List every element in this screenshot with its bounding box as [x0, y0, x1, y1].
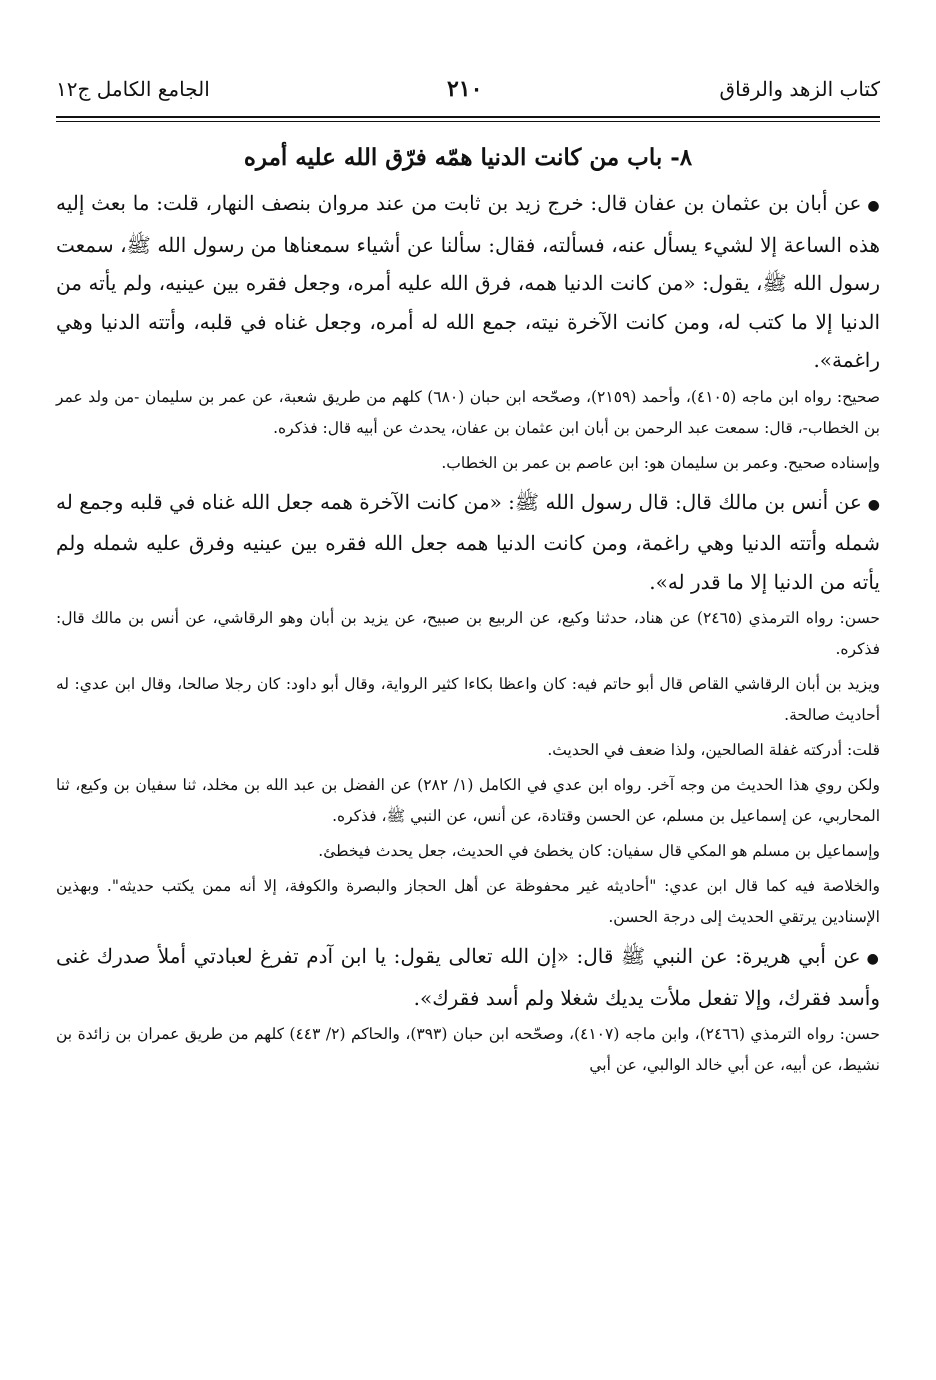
- takhrij-note: وإسماعيل بن مسلم هو المكي قال سفيان: كان يخطئ في الحديث، جعل يحدث فيخطئ.: [318, 842, 880, 860]
- page-number: ٢١٠: [446, 76, 483, 102]
- page-content: [56, 140, 880, 1081]
- takhrij-note: حسن: رواه الترمذي (٢٤٦٥) عن هناد، حدثنا وكيع، عن الربيع بن صبيح، عن يزيد بن أبان وهو الرقاشي، عن أنس بن مالك قال: فذكره.: [56, 609, 880, 658]
- takhrij-note: ويزيد بن أبان الرقاشي القاص قال أبو حاتم فيه: كان واعظا بكاءا كثير الرواية، وقال أبو داود: كان رجلا صالحا، وقال ابن عدي: له أحاديث صالحة.: [56, 675, 880, 724]
- book-section-title: كتاب الزهد والرقاق: [719, 77, 880, 101]
- bullet-icon: ●: [866, 951, 880, 967]
- takhrij-note: والخلاصة فيه كما قال ابن عدي: "أحاديثه غير محفوظة عن أهل الحجاز والبصرة والكوفة، إلا أنه ممن يكتب حديثه". وبهذين الإسنادين يرتقي الحديث إلى درجة الحسن.: [56, 877, 880, 926]
- page-header: [56, 72, 880, 106]
- takhrij-note: صحيح: رواه ابن ماجه (٤١٠٥)، وأحمد (٢١٥٩)، وصحّحه ابن حبان (٦٨٠) كلهم من طريق شعبة، عن عمر بن سليمان -من ولد عمر بن الخطاب-، قال: سمعت عبد الرحمن بن أبان ابن عثمان بن عفان، يحدث عن أبيه قال: فذكره.: [56, 387, 881, 437]
- bullet-icon: ●: [867, 198, 880, 214]
- bullet-icon: ●: [867, 496, 880, 513]
- header-rule-thick: [56, 116, 880, 118]
- hadith-text: [56, 483, 880, 602]
- hadith-text: [56, 937, 880, 1017]
- hadith-3-text: عن أبي هريرة: عن النبي ﷺ قال: «إن الله تعالى يقول: يا ابن آدم تفرغ لعبادتي أملأ صدرك غنى وأسد فقرك، وإلا تفعل ملأت يديك شغلا ولم أسد فقرك».: [56, 944, 880, 1010]
- takhrij-note: حسن: رواه الترمذي (٢٤٦٦)، وابن ماجه (٤١٠٧)، وصحّحه ابن حبان (٣٩٣)، والحاكم (٢/ ٤٤٣) كلهم من طريق عمران بن زائدة بن نشيط، عن أبيه، عن أبي خالد الوالبي، عن أبي: [56, 1025, 880, 1074]
- takhrij-note: ولكن روي هذا الحديث من وجه آخر. رواه ابن عدي في الكامل (١/ ٢٨٢) عن الفضل بن عبد الله بن مخلد، ثنا سفيان بن وكيع، ثنا المحاربي، عن إسماعيل بن مسلم، عن الحسن وقتادة، عن أنس، عن النبي ﷺ، فذكره.: [56, 776, 880, 825]
- header-rule-thin: [56, 121, 880, 122]
- chapter-title: ٨- باب من كانت الدنيا همّه فرّق الله عليه أمره: [243, 144, 693, 171]
- takhrij-note: قلت: أدركته غفلة الصالحين، ولذا ضعف في الحديث.: [547, 741, 880, 759]
- hadith-1-text: عن أبان بن عثمان بن عفان قال: خرج زيد بن ثابت من عند مروان بنصف النهار، قلت: ما بعث إليه هذه الساعة إلا لشيء يسأل عنه، فسألته، فقال: سألنا عن أشياء سمعناها من رسول الله ﷺ، سمعت رسول الله ﷺ، يقول: «من كانت الدنيا همه، فرق الله عليه أمره، وجعل فقره بين عينيه، ولم يأته من الدنيا إلا ما كتب له، ومن كانت الآخرة نيته، جمع الله له أمره، وجعل غناه في قلبه، وأتته الدنيا وهي راغمة».: [56, 191, 880, 372]
- volume-title: الجامع الكامل ج١٢: [56, 77, 210, 101]
- hadith-2-text: عن أنس بن مالك قال: قال رسول الله ﷺ: «من كانت الآخرة همه جعل الله غناه في قلبه وجمع له شمله وأتته الدنيا وهي راغمة، ومن كانت الدنيا همه جعل الله فقره بين عينيه وفرق عليه شمله ولم يأته من الدنيا إلا ما قدر له».: [56, 489, 880, 594]
- takhrij-note: وإسناده صحيح. وعمر بن سليمان هو: ابن عاصم بن عمر بن الخطاب.: [441, 453, 880, 472]
- hadith-text: [56, 184, 880, 380]
